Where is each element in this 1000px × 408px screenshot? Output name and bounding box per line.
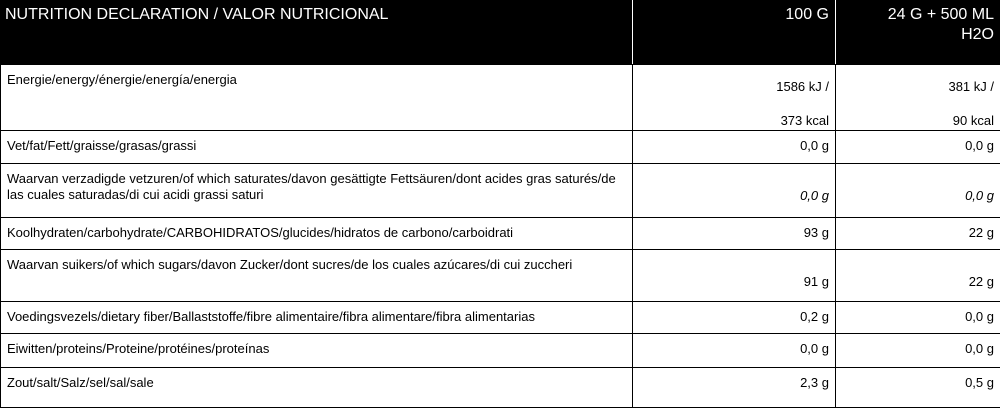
header-label: NUTRITION DECLARATION / VALOR NUTRICIONAL [1,1,633,65]
value-per-100g: 0,2 g [633,302,836,334]
header-row [1,1,1000,65]
row-label: Zout/salt/Salz/sel/sal/sale [1,368,633,408]
row-sugars [1,250,1000,302]
row-fiber [1,302,1000,334]
value-per-serving: 0,0 g [836,334,1000,368]
energy-kj: 1586 kJ / [776,79,829,94]
header-per-serving [836,1,1000,65]
row-saturates [1,164,1000,218]
value-per-serving: 0,0 g [836,131,1000,164]
row-label: Vet/fat/Fett/graisse/grasas/grassi [1,131,633,164]
energy-per-serving [836,65,1000,131]
value-per-serving: 22 g [836,218,1000,250]
row-label: Eiwitten/proteins/Proteine/protéines/proteínas [1,334,633,368]
value-per-serving: 0,0 g [836,302,1000,334]
energy-kcal: 373 kcal [780,113,829,128]
row-carbohydrate [1,218,1000,250]
energy-kcal: 90 kcal [952,113,994,128]
value-per-serving: 22 g [836,250,1000,302]
value-per-100g: 0,0 g [633,334,836,368]
value-per-100g: 0,0 g [633,131,836,164]
row-label: Waarvan suikers/of which sugars/davon Zucker/dont sucres/de los cuales azúcares/di cui zuccheri [1,250,633,302]
value-per-100g: 93 g [633,218,836,250]
row-label: Energie/energy/énergie/energía/energia [1,65,633,131]
row-salt [1,368,1000,408]
value-per-serving: 0,0 g [836,164,1000,218]
row-label: Waarvan verzadigde vetzuren/of which saturates/davon gesättigte Fettsäuren/dont acides gras saturés/de las cuales saturadas/di cui acidi grassi saturi [1,164,633,218]
energy-kj: 381 kJ / [948,79,994,94]
value-per-100g: 0,0 g [633,164,836,218]
value-per-serving: 0,5 g [836,368,1000,408]
value-per-100g: 2,3 g [633,368,836,408]
row-label: Koolhydraten/carbohydrate/CARBOHIDRATOS/glucides/hidratos de carbono/carboidrati [1,218,633,250]
value-per-100g: 91 g [633,250,836,302]
header-serving-line1: 24 G + 500 ML [887,6,994,23]
header-per-100g: 100 G [633,1,836,65]
row-label: Voedingsvezels/dietary fiber/Ballaststoffe/fibre alimentaire/fibra alimentare/fibra alimentarias [1,302,633,334]
header-serving-line2: H2O [961,26,994,43]
row-fat [1,131,1000,164]
row-protein [1,334,1000,368]
energy-per-100g [633,65,836,131]
row-energy [1,65,1000,131]
